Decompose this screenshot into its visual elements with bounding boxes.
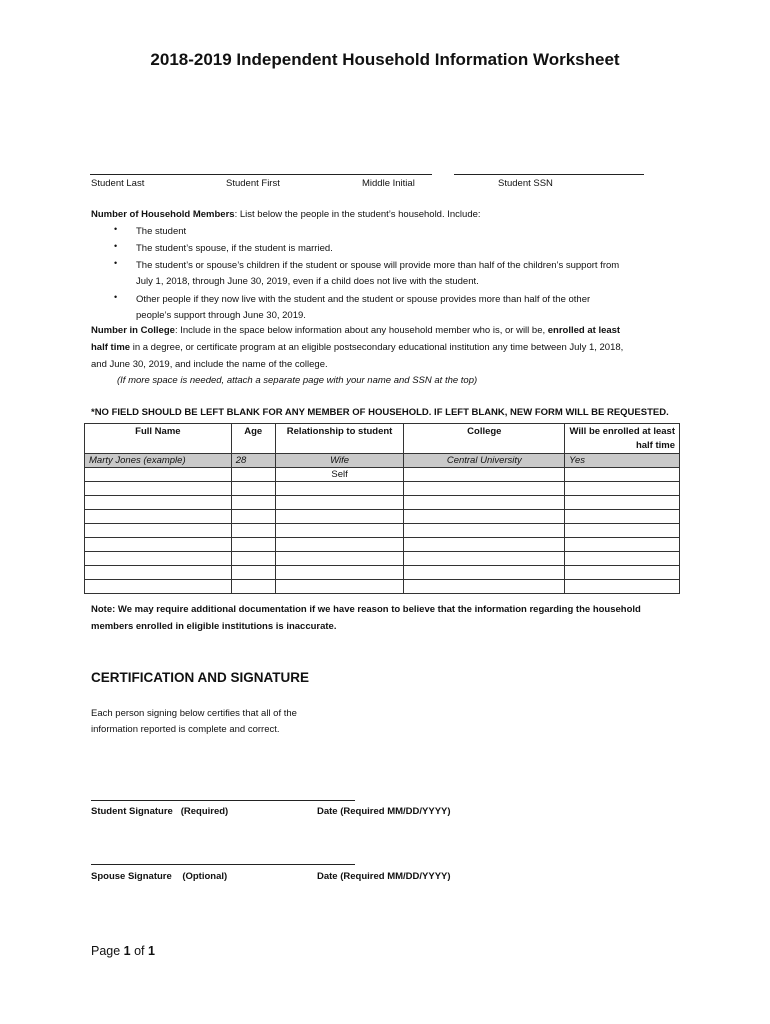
example-college-cell: Central University xyxy=(404,454,565,468)
college-line3: and June 30, 2019, and include the name of the college. xyxy=(91,359,328,370)
college-line2 xyxy=(91,340,623,357)
student-ssn-line[interactable] xyxy=(454,174,644,175)
table-row[interactable] xyxy=(85,524,680,538)
table-cell[interactable] xyxy=(85,566,232,580)
table-cell[interactable] xyxy=(404,566,565,580)
certification-line2: information reported is complete and correct. xyxy=(91,724,280,735)
table-cell[interactable] xyxy=(275,566,404,580)
table-row[interactable] xyxy=(85,566,680,580)
example-name-cell: Marty Jones (example) xyxy=(85,454,232,468)
college-attach-note: (If more space is needed, attach a separate page with your name and SSN at the top) xyxy=(117,375,478,386)
table-row[interactable] xyxy=(85,510,680,524)
table-cell[interactable] xyxy=(404,552,565,566)
table-cell[interactable] xyxy=(85,510,232,524)
table-cell[interactable] xyxy=(275,538,404,552)
bullet-children-line2: July 1, 2018, through June 30, 2019, even if a child does not live with the student. xyxy=(136,276,479,287)
student-name-line[interactable] xyxy=(90,174,432,175)
table-cell[interactable] xyxy=(404,524,565,538)
page-word: Page xyxy=(91,944,124,958)
table-cell[interactable] xyxy=(275,552,404,566)
table-cell[interactable] xyxy=(565,524,680,538)
household-table xyxy=(84,423,680,594)
bullet-icon: • xyxy=(114,224,118,234)
household-members-intro xyxy=(91,207,481,224)
blank-field-warning: *NO FIELD SHOULD BE LEFT BLANK FOR ANY MEMBER OF HOUSEHOLD. IF LEFT BLANK, NEW FORM WILL BE REQUESTED. xyxy=(91,407,669,418)
table-cell[interactable] xyxy=(404,510,565,524)
college-line2-bold: half time xyxy=(91,342,131,353)
table-cell[interactable] xyxy=(231,510,275,524)
bullet-spouse: The student’s spouse, if the student is married. xyxy=(136,243,333,254)
table-cell[interactable] xyxy=(85,468,232,482)
table-cell[interactable] xyxy=(565,552,680,566)
college-line2-text: in a degree, or certificate program at an eligible postsecondary educational institution any time between July 1, 2018, xyxy=(130,342,624,353)
example-relationship-cell: Wife xyxy=(275,454,404,468)
note-line1: Note: We may require additional documentation if we have reason to believe that the information regarding the household xyxy=(91,604,641,615)
certification-line1: Each person signing below certifies that all of the xyxy=(91,708,297,719)
table-row-example xyxy=(85,454,680,468)
student-signature-line[interactable] xyxy=(91,800,355,801)
table-cell[interactable] xyxy=(565,538,680,552)
table-cell[interactable] xyxy=(275,510,404,524)
table-cell[interactable] xyxy=(275,482,404,496)
student-signature-label: Student Signature (Required) xyxy=(91,806,229,817)
page-number xyxy=(91,944,155,958)
col-header-college: College xyxy=(404,424,565,454)
table-cell[interactable] xyxy=(85,580,232,594)
household-members-heading: Number of Household Members xyxy=(91,209,235,220)
spouse-signature-line[interactable] xyxy=(91,864,355,865)
table-cell[interactable] xyxy=(231,538,275,552)
table-cell[interactable] xyxy=(231,566,275,580)
bullet-icon: • xyxy=(114,241,118,251)
table-cell[interactable] xyxy=(231,524,275,538)
table-cell[interactable] xyxy=(85,538,232,552)
spouse-date-label: Date (Required MM/DD/YYYY) xyxy=(317,871,451,882)
bullet-student: The student xyxy=(136,226,187,237)
table-row[interactable] xyxy=(85,580,680,594)
col-header-enrolled: Will be enrolled at least half time xyxy=(565,424,680,454)
table-header-row xyxy=(85,424,680,454)
note-line2: members enrolled in eligible institutions is inaccurate. xyxy=(91,621,337,632)
college-line1 xyxy=(91,323,620,340)
table-cell[interactable] xyxy=(404,496,565,510)
table-row[interactable] xyxy=(85,538,680,552)
col-header-age: Age xyxy=(231,424,275,454)
student-first-label: Student First xyxy=(226,178,280,189)
certification-heading: CERTIFICATION AND SIGNATURE xyxy=(91,670,309,685)
student-date-label: Date (Required MM/DD/YYYY) xyxy=(317,806,451,817)
spouse-signature-label: Spouse Signature (Optional) xyxy=(91,871,228,882)
table-row[interactable] xyxy=(85,482,680,496)
table-cell[interactable] xyxy=(275,496,404,510)
college-line1-bold: enrolled at least xyxy=(547,325,621,336)
table-cell[interactable] xyxy=(565,482,680,496)
page-current: 1 xyxy=(123,944,131,958)
student-ssn-label: Student SSN xyxy=(498,178,553,189)
example-age-cell: 28 xyxy=(231,454,275,468)
table-cell[interactable] xyxy=(85,524,232,538)
middle-initial-label: Middle Initial xyxy=(362,178,415,189)
table-cell[interactable] xyxy=(565,580,680,594)
table-cell[interactable] xyxy=(85,482,232,496)
page-total: 1 xyxy=(148,944,155,958)
table-cell[interactable] xyxy=(231,580,275,594)
table-cell[interactable] xyxy=(565,496,680,510)
college-heading: Number in College xyxy=(91,325,175,336)
table-cell[interactable] xyxy=(231,496,275,510)
table-row[interactable] xyxy=(85,496,680,510)
col-header-relationship: Relationship to student xyxy=(275,424,404,454)
table-cell[interactable] xyxy=(404,538,565,552)
of-word: of xyxy=(130,944,148,958)
table-cell[interactable] xyxy=(565,510,680,524)
table-cell[interactable] xyxy=(231,552,275,566)
table-cell[interactable] xyxy=(85,552,232,566)
bullet-others-line2: people’s support through June 30, 2019. xyxy=(136,310,306,321)
table-cell[interactable] xyxy=(404,580,565,594)
col-header-full-name: Full Name xyxy=(85,424,232,454)
table-cell[interactable] xyxy=(404,468,565,482)
college-line1-text: : Include in the space below information about any household member who is, or will be, xyxy=(174,325,548,336)
bullet-icon: • xyxy=(114,258,118,268)
table-cell[interactable] xyxy=(565,468,680,482)
page-title: 2018-2019 Independent Household Information Worksheet xyxy=(150,50,620,69)
bullet-children-line1: The student’s or spouse’s children if the student or spouse will provide more than half of the children’s support from xyxy=(136,260,620,271)
table-cell[interactable] xyxy=(275,524,404,538)
table-cell[interactable] xyxy=(231,482,275,496)
table-cell[interactable] xyxy=(404,482,565,496)
table-cell[interactable] xyxy=(275,580,404,594)
table-cell[interactable] xyxy=(565,566,680,580)
bullet-others-line1: Other people if they now live with the student and the student or spouse provides more than half of the other xyxy=(136,294,591,305)
table-row[interactable] xyxy=(85,552,680,566)
student-last-label: Student Last xyxy=(91,178,145,189)
table-cell[interactable] xyxy=(231,468,275,482)
table-cell[interactable] xyxy=(85,496,232,510)
household-members-intro-text: : List below the people in the student’s household. Include: xyxy=(234,209,481,220)
bullet-icon: • xyxy=(114,292,118,302)
table-row-self[interactable] xyxy=(85,468,680,482)
example-enrolled-cell: Yes xyxy=(565,454,680,468)
self-relationship-cell: Self xyxy=(275,468,404,482)
